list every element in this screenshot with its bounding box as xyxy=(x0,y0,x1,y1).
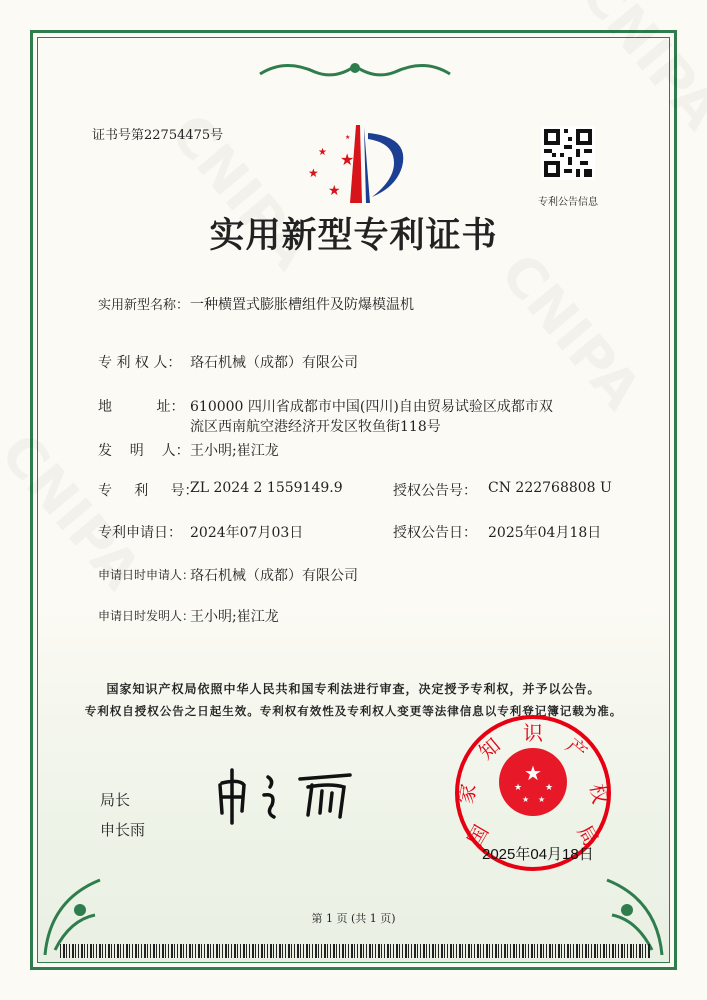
svg-text:★: ★ xyxy=(522,795,530,804)
qr-code[interactable] xyxy=(541,126,595,180)
svg-text:权: 权 xyxy=(585,781,613,806)
patentee-value: 珞石机械（成都）有限公司 xyxy=(190,355,358,371)
svg-text:★: ★ xyxy=(345,134,351,141)
top-ornament xyxy=(255,58,455,82)
svg-text:局: 局 xyxy=(572,820,604,851)
certificate-number: 证书号第22754475号 xyxy=(92,128,224,143)
svg-text:★: ★ xyxy=(538,795,546,804)
svg-text:★: ★ xyxy=(514,783,523,793)
director-signature xyxy=(210,765,370,829)
inventor-value: 王小明;崔江龙 xyxy=(190,443,279,459)
notice-line1: 国家知识产权局依照中华人民共和国专利法进行审查，决定授予专利权，并予以公告。 xyxy=(106,682,601,696)
name-value: 一种横置式膨胀槽组件及防爆模温机 xyxy=(190,297,414,313)
cnipa-logo xyxy=(300,125,420,209)
patentee-label: 专 利 权 人： xyxy=(98,355,182,371)
svg-text:★: ★ xyxy=(328,183,341,199)
svg-text:★: ★ xyxy=(524,761,542,785)
qr-caption: 专利公告信息 xyxy=(538,197,598,208)
grant-pub-no-label: 授权公告号： xyxy=(393,483,477,499)
svg-text:★: ★ xyxy=(340,150,355,169)
address-line1: 610000 四川省成都市中国(四川)自由贸易试验区成都市双 xyxy=(190,399,553,415)
patent-no-label: 专 利 号： xyxy=(98,483,199,499)
address-label: 地 址： xyxy=(98,399,185,415)
inventor-at-filing-value: 王小明;崔江龙 xyxy=(190,609,279,625)
svg-text:★: ★ xyxy=(545,783,554,793)
page-number: 第 1 页 (共 1 页) xyxy=(311,912,396,925)
applicant-at-filing-value: 珞石机械（成都）有限公司 xyxy=(190,568,358,584)
svg-text:识: 识 xyxy=(523,721,543,745)
seal-date: 2025年04月18日 xyxy=(482,846,594,863)
svg-text:★: ★ xyxy=(308,166,319,180)
patent-no-value: ZL 2024 2 1559149.9 xyxy=(190,480,343,496)
name-label: 实用新型名称： xyxy=(98,298,190,313)
grant-pub-no-value: CN 222768808 U xyxy=(488,480,612,496)
svg-text:产: 产 xyxy=(561,733,592,765)
svg-text:国: 国 xyxy=(462,820,494,851)
grant-pub-date-label: 授权公告日： xyxy=(393,525,477,541)
director-name: 申长雨 xyxy=(100,821,146,839)
address-line2: 流区西南航空港经济开发区牧鱼街118号 xyxy=(190,419,441,435)
director-title: 局长 xyxy=(100,791,131,809)
barcode xyxy=(60,944,650,958)
filing-date-value: 2024年07月03日 xyxy=(190,525,304,541)
inventor-label: 发 明 人： xyxy=(98,443,190,459)
notice-line2: 专利权自授权公告之日起生效。专利权有效性及专利权人变更等法律信息以专利登记簿记载为准。 xyxy=(84,704,623,718)
svg-text:★: ★ xyxy=(318,147,327,158)
svg-text:知: 知 xyxy=(474,733,505,765)
page-title: 实用新型专利证书 xyxy=(209,215,498,256)
inventor-at-filing-label: 申请日时发明人： xyxy=(98,609,195,623)
filing-date-label: 专利申请日： xyxy=(98,525,182,541)
grant-pub-date-value: 2025年04月18日 xyxy=(488,525,602,541)
applicant-at-filing-label: 申请日时申请人： xyxy=(98,568,195,582)
svg-text:家: 家 xyxy=(453,781,481,806)
